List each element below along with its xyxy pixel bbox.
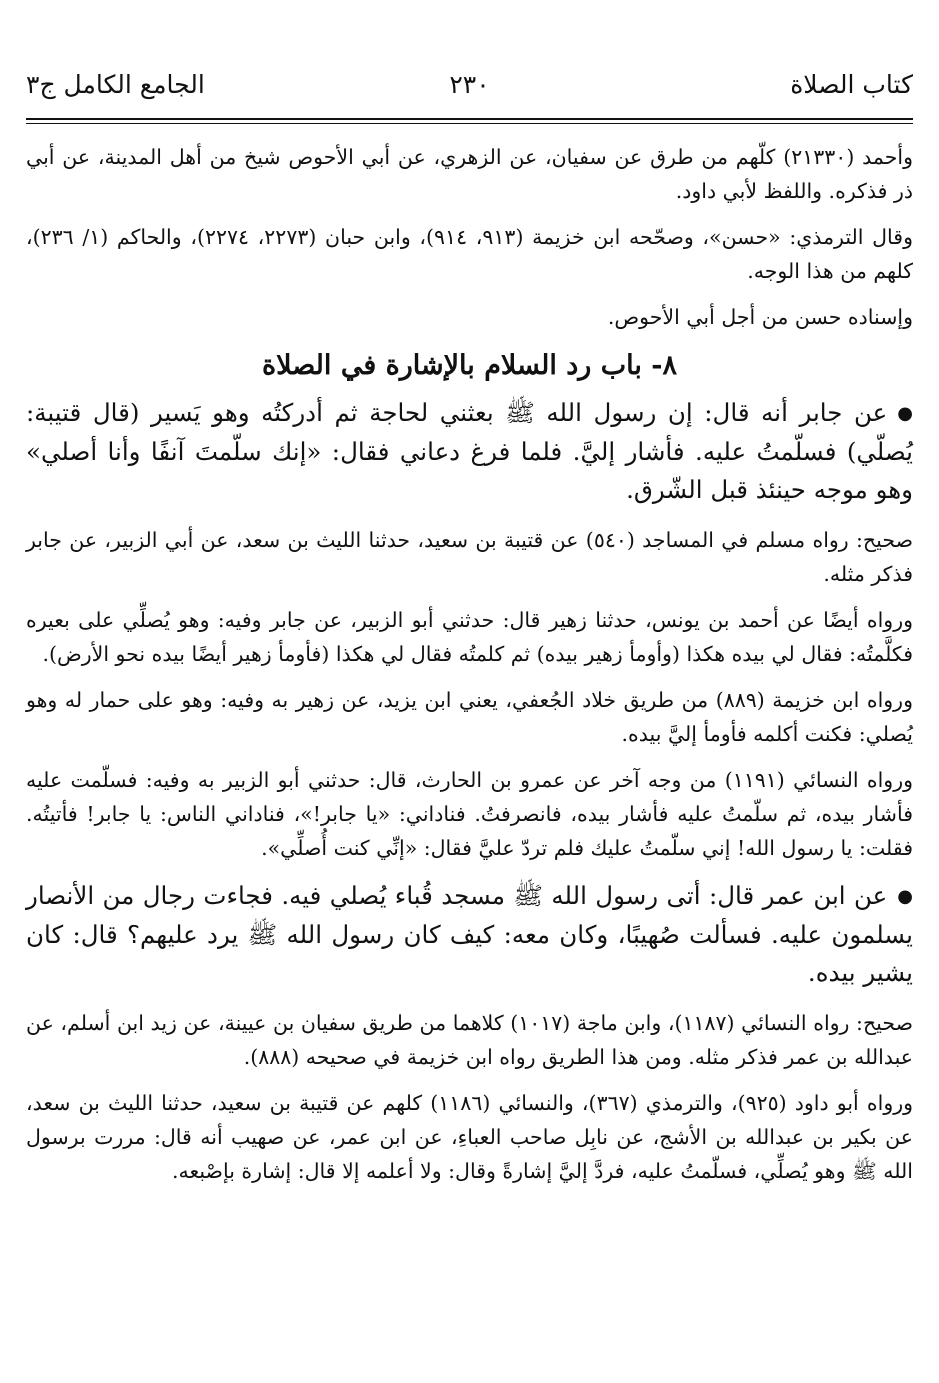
book-title: كتاب الصلاة [790,70,913,99]
bullet-icon: ● [897,886,913,907]
paragraph: وأحمد (٢١٣٣٠) كلّهم من طرق عن سفيان، عن الزهري، عن أبي الأحوص شيخ من أهل المدينة، عن أبي ذر فذكره. واللفظ لأبي داود. [26,145,913,203]
page-number: ٢٣٠ [449,70,490,99]
hadith-2-text: عن ابن عمر قال: أتى رسول الله ﷺ مسجد قُباء يُصلي فيه. فجاءت رجال من الأنصار يسلمون عليه. فسألت صُهيبًا، وكان معه: كيف كان رسول الله ﷺ يرد عليهم؟ قال: كان يشير بيده. [26,881,913,987]
volume-title: الجامع الكامل ج٣ [26,70,205,99]
paragraph: ورواه أيضًا عن أحمد بن يونس، حدثنا زهير قال: حدثني أبو الزبير، عن جابر وفيه: وهو يُصلِّي على بعيره فكلَّمتُه: فقال لي بيده هكذا (وأومأ زهير بيده) ثم كلمتُه فقال لي هكذا (فأومأ زهير أيضًا بيده نحو الأرض). [26,608,913,666]
paragraph: وقال الترمذي: «حسن»، وصحّحه ابن خزيمة (٩١٣، ٩١٤)، وابن حبان (٢٢٧٣، ٢٢٧٤)، والحاكم (١/ ٢٣٦)، كلهم من هذا الوجه. [26,225,913,283]
hadith-text [26,877,913,992]
hadith-1-text: عن جابر أنه قال: إن رسول الله ﷺ بعثني لحاجة ثم أدركتُه وهو يَسير (قال قتيبة: يُصلّي) فسلّمتُ عليه. فأشار إليَّ. فلما فرغ دعاني فقال: «إنك سلّمتَ آنفًا وأنا أصلي» وهو موجه حينئذ قبل الشّرق. [26,398,913,504]
page-header [26,70,913,110]
bullet-icon: ● [897,403,913,424]
section-heading: ٨- باب رد السلام بالإشارة في الصلاة [262,350,677,381]
header-rule-thin [26,123,913,124]
paragraph: ورواه النسائي (١١٩١) من وجه آخر عن عمرو بن الحارث، قال: حدثني أبو الزبير به وفيه: فسلّمت عليه فأشار بيده، ثم سلّمتُ عليه فأشار بيده، فانصرفتُ. فناداني: «يا جابر!»، فناداني الناس: يا جابر! فأتيتُه. فقلت: يا رسول الله! إني سلّمتُ عليك فلم تردّ عليَّ فقال: «إنِّي كنت أُصلِّي». [26,768,913,860]
hadith-text [26,394,913,509]
header-rule-thick [26,118,913,120]
paragraph: وإسناده حسن من أجل أبي الأحوص. [607,305,913,329]
paragraph: ورواه أبو داود (٩٢٥)، والترمذي (٣٦٧)، والنسائي (١١٨٦) كلهم عن قتيبة بن سعيد، حدثنا الليث بن سعد، عن بكير بن عبدالله بن الأشج، عن نابِل صاحب العباءِ، عن ابن عمر، عن صهيب أنه قال: مررت برسول الله ﷺ وهو يُصلِّي، فسلّمتُ عليه، فردَّ إليَّ إشارةً وقال: ولا أعلمه إلا قال: إشارة بإصْبعه. [26,1091,914,1183]
paragraph: صحيح: رواه النسائي (١١٨٧)، وابن ماجة (١٠١٧) كلاهما من طريق سفيان بن عيينة، عن زيد ابن أسلم، عن عبدالله بن عمر فذكر مثله. ومن هذا الطريق رواه ابن خزيمة في صحيحه (٨٨٨). [26,1011,913,1069]
page-body [26,140,913,1200]
paragraph: ورواه ابن خزيمة (٨٨٩) من طريق خلاد الجُعفي، يعني ابن يزيد، عن زهير به وفيه: وهو على حمار له وهو يُصلي: فكنت أكلمه فأومأ إليَّ بيده. [26,688,913,746]
paragraph: صحيح: رواه مسلم في المساجد (٥٤٠) عن قتيبة بن سعيد، حدثنا الليث بن سعد، عن أبي الزبير، عن جابر فذكر مثله. [26,528,913,586]
